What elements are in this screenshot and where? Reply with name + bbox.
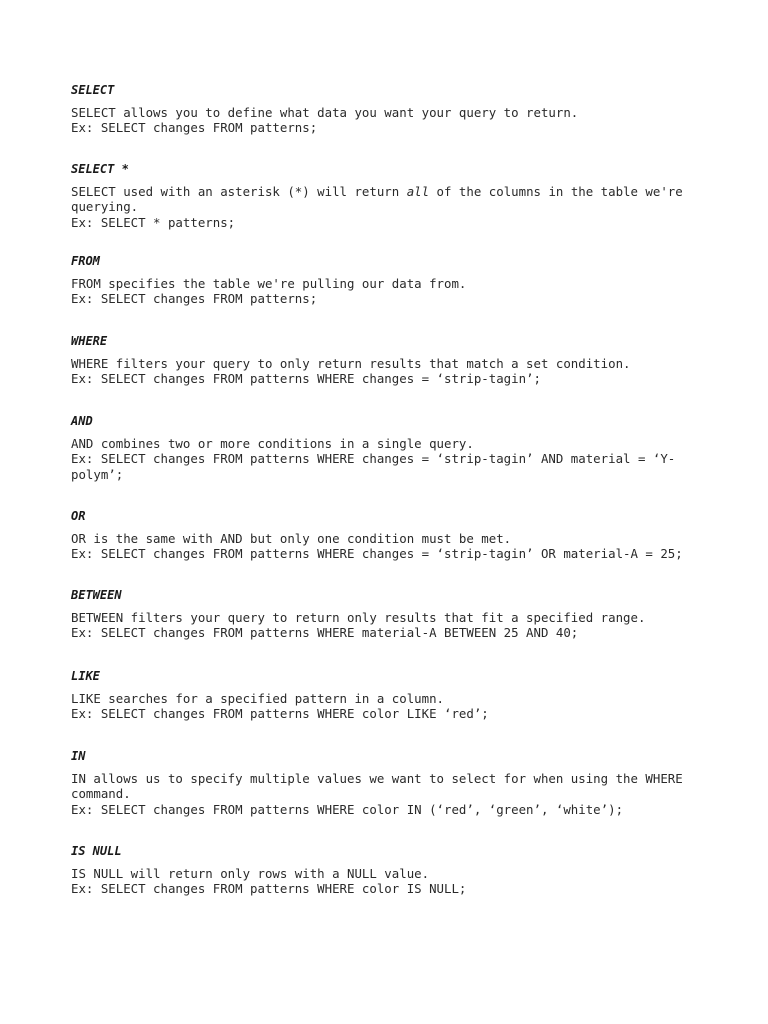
section-heading: SELECT * bbox=[71, 162, 129, 176]
section-heading: AND bbox=[71, 414, 93, 428]
section-description: BETWEEN filters your query to return only results that fit a specified range. bbox=[71, 610, 646, 625]
section-heading: FROM bbox=[71, 254, 100, 268]
section-description bbox=[71, 184, 701, 215]
section-description: WHERE filters your query to only return results that match a set condition. bbox=[71, 356, 631, 371]
section-is-null bbox=[71, 844, 701, 897]
section-example: Ex: SELECT changes FROM patterns; bbox=[71, 291, 318, 307]
section-or bbox=[71, 509, 701, 562]
section-heading: OR bbox=[71, 509, 86, 523]
section-where bbox=[71, 334, 701, 387]
section-between bbox=[71, 588, 701, 641]
section-heading: IS NULL bbox=[71, 844, 122, 858]
section-heading: LIKE bbox=[71, 669, 100, 683]
section-example: Ex: SELECT changes FROM patterns WHERE changes = ‘strip-tagin’ OR material-A = 25; bbox=[71, 546, 683, 562]
section-select bbox=[71, 83, 701, 136]
section-heading: WHERE bbox=[71, 334, 108, 348]
section-description: SELECT allows you to define what data you want your query to return. bbox=[71, 105, 579, 120]
section-heading: BETWEEN bbox=[71, 588, 122, 602]
section-example: Ex: SELECT changes FROM patterns WHERE color IN (‘red’, ‘green’, ‘white’); bbox=[71, 801, 624, 817]
section-example: Ex: SELECT changes FROM patterns WHERE changes = ‘strip-tagin’ AND material = ‘Y-polym’; bbox=[71, 451, 676, 482]
section-like bbox=[71, 669, 701, 722]
section-description: IN allows us to specify multiple values we want to select for when using the WHERE command. bbox=[71, 771, 691, 802]
section-from bbox=[71, 254, 701, 307]
description-emphasis: all bbox=[406, 184, 430, 199]
section-description: FROM specifies the table we're pulling our data from. bbox=[71, 276, 467, 291]
section-and bbox=[71, 414, 701, 482]
section-example: Ex: SELECT changes FROM patterns; bbox=[71, 120, 318, 136]
section-example: Ex: SELECT changes FROM patterns WHERE material-A BETWEEN 25 AND 40; bbox=[71, 625, 579, 641]
section-example: Ex: SELECT * patterns; bbox=[71, 214, 236, 230]
section-description: LIKE searches for a specified pattern in a column. bbox=[71, 691, 444, 706]
section-example: Ex: SELECT changes FROM patterns WHERE color LIKE ‘red’; bbox=[71, 706, 489, 722]
section-select-star bbox=[71, 162, 701, 230]
section-description: AND combines two or more conditions in a single query. bbox=[71, 436, 474, 451]
section-description: IS NULL will return only rows with a NULL value. bbox=[71, 866, 430, 881]
section-heading: SELECT bbox=[71, 83, 115, 97]
section-example: Ex: SELECT changes FROM patterns WHERE changes = ‘strip-tagin’; bbox=[71, 371, 541, 387]
section-heading: IN bbox=[71, 749, 86, 763]
section-example: Ex: SELECT changes FROM patterns WHERE color IS NULL; bbox=[71, 881, 467, 897]
description-text-start: SELECT used with an asterisk (*) will return bbox=[71, 184, 407, 199]
description-text-end: of the columns in the table we're querying. bbox=[71, 184, 691, 215]
section-in bbox=[71, 749, 701, 817]
section-description: OR is the same with AND but only one condition must be met. bbox=[71, 531, 512, 546]
